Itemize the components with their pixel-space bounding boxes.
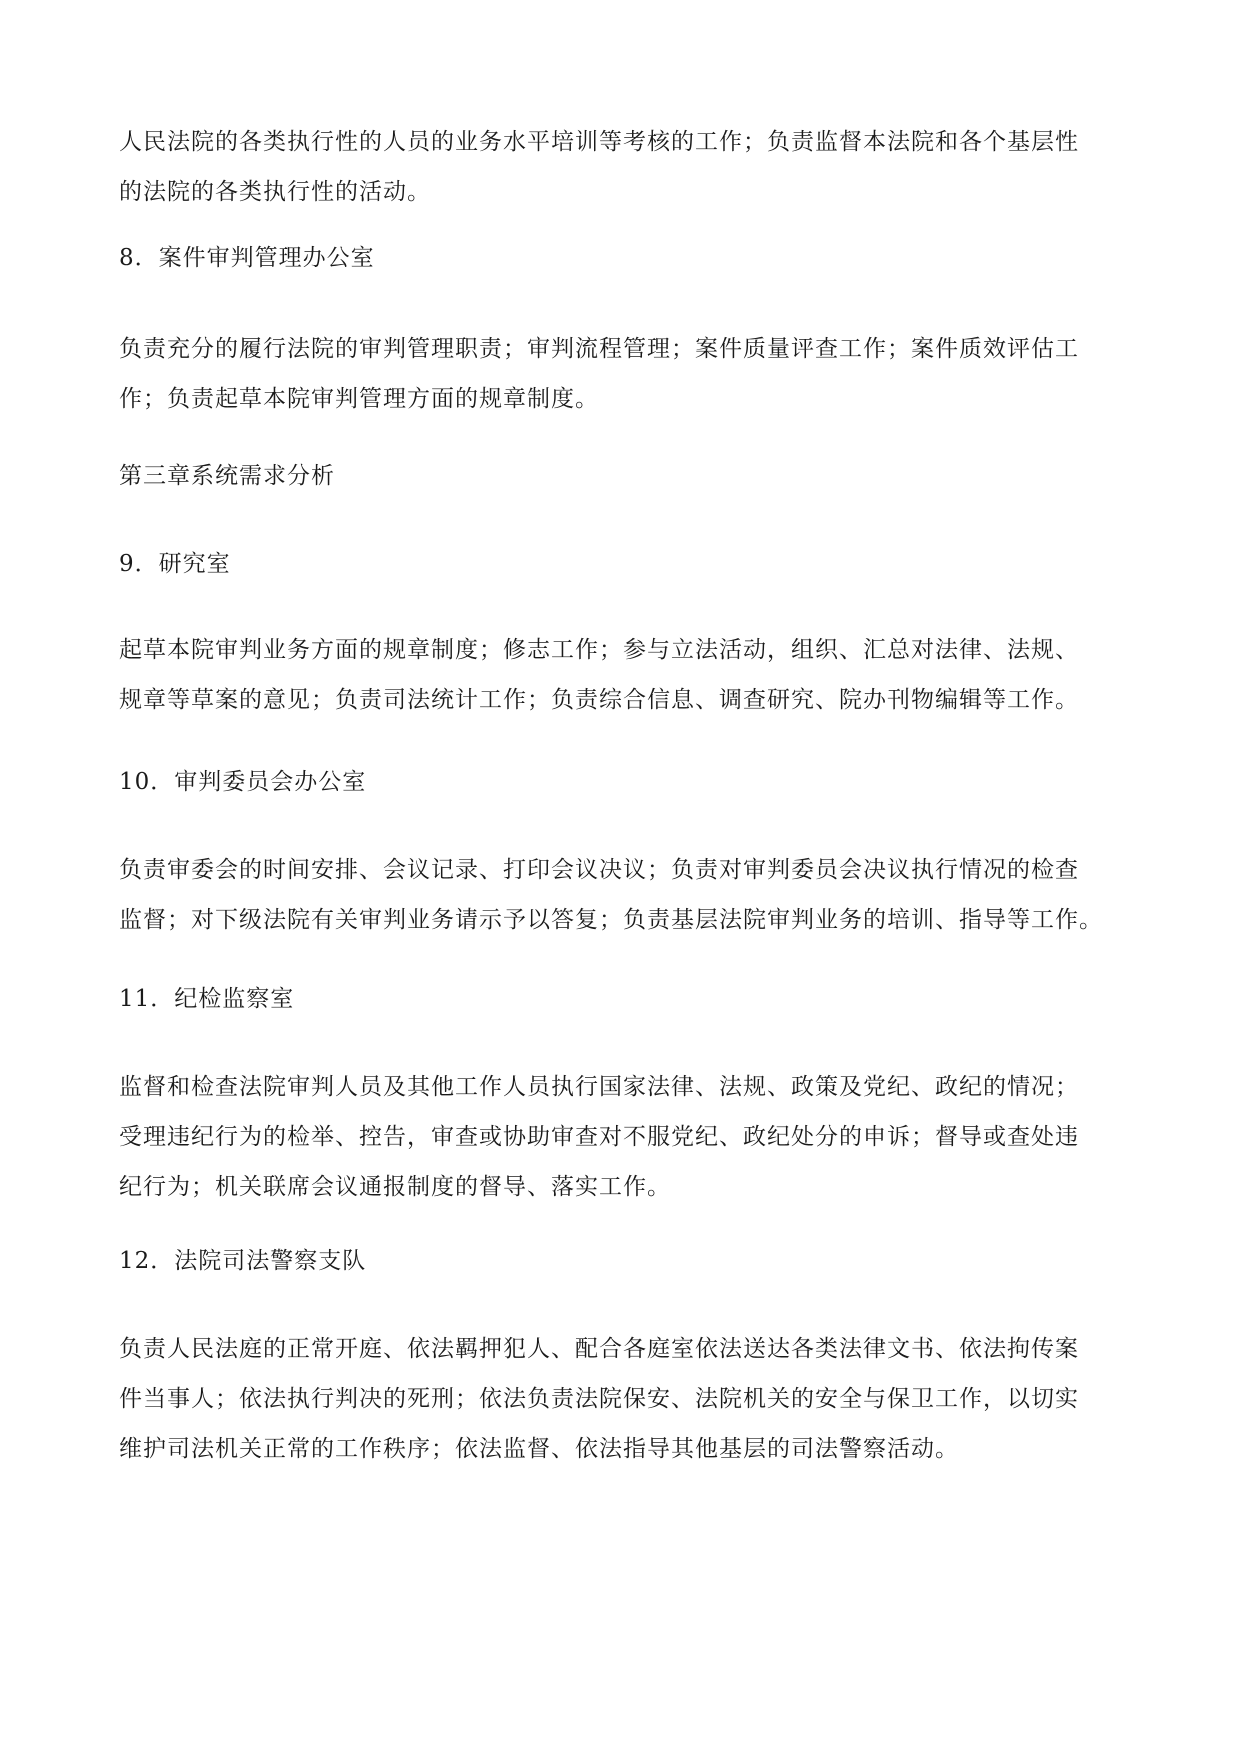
- text-line: 负责审委会的时间安排、会议记录、打印会议决议；负责对审判委员会决议执行情况的检查: [119, 857, 1079, 883]
- paragraph-execution-duties: [119, 117, 1119, 217]
- text-line: 规章等草案的意见；负责司法统计工作；负责综合信息、调查研究、院办刊物编辑等工作。: [119, 687, 1079, 713]
- text-line: 件当事人；依法执行判决的死刑；依法负责法院保安、法院机关的安全与保卫工作，以切实: [119, 1386, 1079, 1412]
- heading-text: 12．法院司法警察支队: [119, 1248, 367, 1274]
- heading-discipline-office: [119, 974, 1119, 1024]
- text-line: 负责人民法庭的正常开庭、依法羁押犯人、配合各庭室依法送达各类法律文书、依法拘传案: [119, 1336, 1079, 1362]
- heading-text: 第三章系统需求分析: [119, 463, 335, 489]
- heading-text: 9．研究室: [119, 551, 231, 577]
- heading-judicial-police: [119, 1236, 1119, 1286]
- paragraph-discipline-duties: [119, 1062, 1119, 1212]
- paragraph-research-duties: [119, 625, 1119, 725]
- text-line: 起草本院审判业务方面的规章制度；修志工作；参与立法活动，组织、汇总对法律、法规、: [119, 637, 1079, 663]
- heading-research-office: [119, 539, 1119, 589]
- heading-text: 8．案件审判管理办公室: [119, 245, 375, 271]
- heading-text: 10．审判委员会办公室: [119, 769, 367, 795]
- text-line: 纪行为；机关联席会议通报制度的督导、落实工作。: [119, 1174, 671, 1200]
- text-line: 监督和检查法院审判人员及其他工作人员执行国家法律、法规、政策及党纪、政纪的情况；: [119, 1074, 1079, 1100]
- text-line: 受理违纪行为的检举、控告，审查或协助审查对不服党纪、政纪处分的申诉；督导或查处违: [119, 1124, 1079, 1150]
- heading-text: 11．纪检监察室: [119, 986, 295, 1012]
- text-line: 人民法院的各类执行性的人员的业务水平培训等考核的工作；负责监督本法院和各个基层性: [119, 129, 1079, 155]
- paragraph-trial-committee-duties: [119, 845, 1119, 945]
- text-line: 作；负责起草本院审判管理方面的规章制度。: [119, 386, 599, 412]
- paragraph-case-management-duties: [119, 324, 1119, 424]
- text-line: 监督；对下级法院有关审判业务请示予以答复；负责基层法院审判业务的培训、指导等工作。: [119, 907, 1103, 933]
- heading-case-management-office: [119, 233, 1119, 283]
- text-line: 维护司法机关正常的工作秩序；依法监督、依法指导其他基层的司法警察活动。: [119, 1436, 959, 1462]
- heading-chapter-three: [119, 451, 1119, 501]
- heading-trial-committee-office: [119, 757, 1119, 807]
- paragraph-judicial-police-duties: [119, 1324, 1119, 1474]
- text-line: 负责充分的履行法院的审判管理职责；审判流程管理；案件质量评查工作；案件质效评估工: [119, 336, 1079, 362]
- text-line: 的法院的各类执行性的活动。: [119, 179, 431, 205]
